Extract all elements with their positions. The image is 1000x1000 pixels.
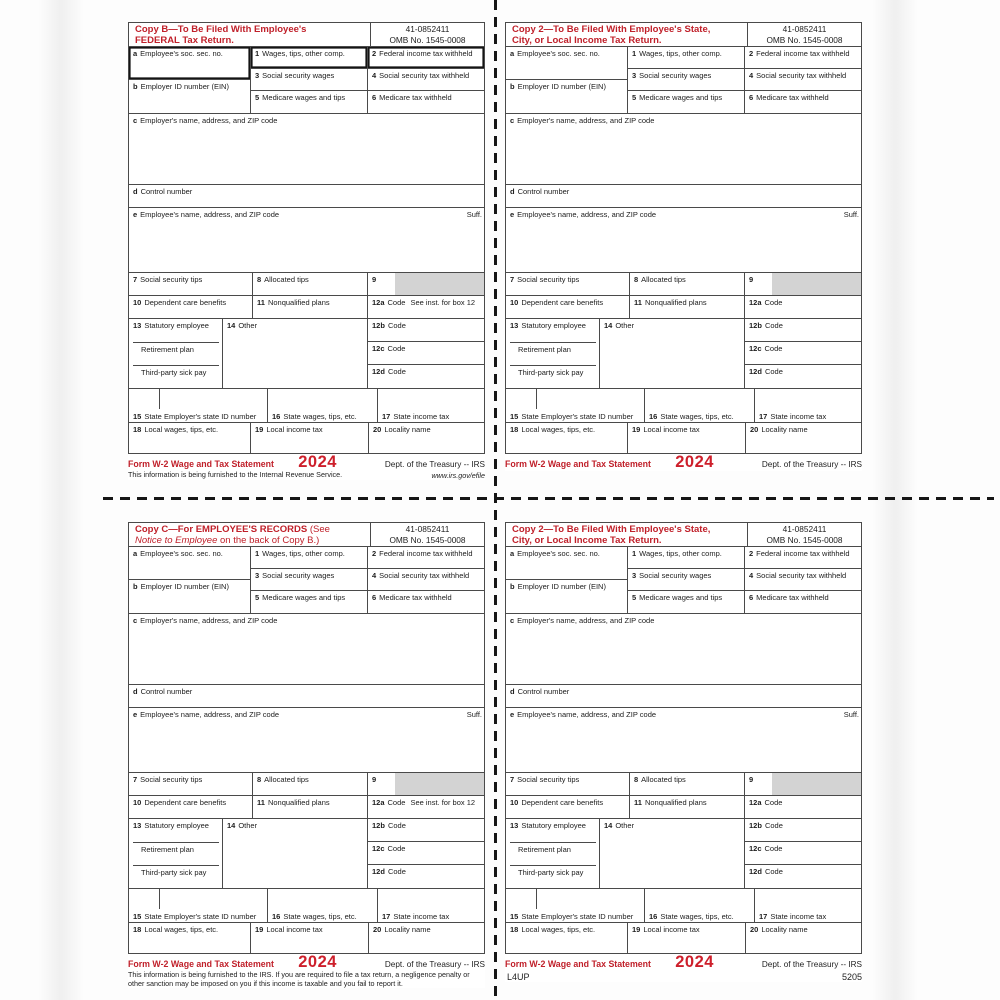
form-footer <box>505 454 862 469</box>
box-8-allocated-tips: 8 Allocated tips <box>630 773 745 795</box>
horizontal-cut-line <box>103 497 994 500</box>
box-1-wages: 1 Wages, tips, other comp. <box>628 47 744 69</box>
box-16-state-wages: 16 State wages, tips, etc. <box>645 889 755 922</box>
column-2-4-6 <box>368 547 484 613</box>
box-13-retirement: Retirement plan <box>510 342 596 365</box>
column-12bcd <box>368 819 484 888</box>
box-c-employer-info: c Employer's name, address, and ZIP code <box>129 114 484 185</box>
tax-year: 2024 <box>298 953 337 971</box>
vertical-cut-line <box>494 0 497 1000</box>
identification-block <box>129 547 484 614</box>
box-14-other: 14 Other <box>600 819 745 888</box>
box-11-nonqualified: 11 Nonqualified plans <box>253 296 368 318</box>
w2-form-copy-2-top <box>505 22 862 471</box>
box-12d: 12d Code <box>372 367 406 376</box>
box-17-state-tax: 17 State income tax <box>759 412 827 421</box>
column-12bcd <box>745 319 861 388</box>
copy-title-line2: Notice to Employee on the back of Copy B.) <box>135 534 320 546</box>
row-13-14-12bcd <box>506 319 861 389</box>
copy-title-line2: City, or Local Income Tax Return. <box>512 534 662 546</box>
footer-notes <box>128 969 485 988</box>
box-4-ss-tax: 4 Social security tax withheld <box>368 569 484 591</box>
box-19-local-tax: 19 Local income tax <box>251 923 369 953</box>
column-2-4-6 <box>368 47 484 113</box>
page-shadow-right <box>872 0 918 1000</box>
copy-title-line2: FEDERAL Tax Return. <box>135 34 234 46</box>
box-7-ss-tips: 7 Social security tips <box>129 773 253 795</box>
box-9-gray-fill <box>395 773 484 795</box>
box-15-state-id: 15 State Employer's state ID number <box>129 889 268 922</box>
omb-number: OMB No. 1545-0008 <box>389 34 466 45</box>
box-13-statutory: 13 Statutory employee <box>133 821 209 830</box>
box-5-medicare-wages: 5 Medicare wages and tips <box>255 593 346 602</box>
row-7-8-9 <box>506 273 861 296</box>
box-10-dependent-care: 10 Dependent care benefits <box>506 796 630 818</box>
box-4-ss-tax: 4 Social security tax withheld <box>368 69 484 91</box>
w2-form-frame <box>128 22 485 454</box>
column-12bcd <box>368 319 484 388</box>
w2-form-frame <box>128 522 485 954</box>
box-11-nonqualified: 11 Nonqualified plans <box>253 796 368 818</box>
box-16-state-wages: 16 State wages, tips, etc. <box>645 389 755 422</box>
box-e-label: e Employee's name, address, and ZIP code <box>510 710 657 719</box>
box-9-gray-fill <box>772 773 861 795</box>
box-12a-note: See inst. for box 12 <box>410 798 476 807</box>
tax-year: 2024 <box>675 453 714 471</box>
footer-note-right: 5205 <box>841 972 862 982</box>
box-12a: 12a Code See inst. for box 12 <box>372 798 476 807</box>
box-12c: 12c Code <box>368 342 484 365</box>
box-12c: 12c Code <box>368 842 484 865</box>
box-12a: 12a Code <box>749 298 783 307</box>
box-a-ssn: a Employee's soc. sec. no. <box>129 547 250 580</box>
box-3-ss-wages: 3 Social security wages <box>251 69 367 91</box>
box-6-medicare-tax: 6 Medicare tax withheld <box>372 93 452 102</box>
row-18-19-20 <box>506 423 861 453</box>
box-d-control-number: d Control number <box>129 185 484 208</box>
form-header <box>506 23 861 47</box>
column-2-4-6 <box>745 47 861 113</box>
box-9-shaded: 9 <box>745 273 861 295</box>
row-15-16-17 <box>506 389 861 423</box>
box-5-medicare-wages: 5 Medicare wages and tips <box>632 593 723 602</box>
footer-note-left: This information is being furnished to the Internal Revenue Service. <box>128 470 343 479</box>
box-5-medicare-wages: 5 Medicare wages and tips <box>632 93 723 102</box>
tax-year: 2024 <box>298 453 337 471</box>
column-1-3-5 <box>628 47 745 113</box>
footer-notes <box>128 469 485 480</box>
row-10-11-12a <box>129 296 484 319</box>
box-13-retirement: Retirement plan <box>133 842 219 865</box>
form-name-label: Form W-2 Wage and Tax Statement <box>505 459 651 469</box>
form-header <box>129 523 484 547</box>
box-9-shaded: 9 <box>745 773 861 795</box>
form-footer <box>505 954 862 969</box>
form-name-label: Form W-2 Wage and Tax Statement <box>505 959 651 969</box>
box-13-checkboxes <box>506 319 600 388</box>
payer-ein: 41-0852411 <box>405 524 450 534</box>
box-e-label: e Employee's name, address, and ZIP code <box>133 710 280 719</box>
box-2-federal-tax: 2 Federal income tax withheld <box>368 47 484 69</box>
box-9-gray-fill <box>772 273 861 295</box>
box-2-federal-tax: 2 Federal income tax withheld <box>745 47 861 69</box>
identification-block <box>129 47 484 114</box>
box-13-checkboxes <box>506 819 600 888</box>
box-1-wages: 1 Wages, tips, other comp. <box>251 47 367 69</box>
box-12a: 12a Code <box>749 798 783 807</box>
box-17-state-tax: 17 State income tax <box>382 912 450 921</box>
box-12c: 12c Code <box>745 342 861 365</box>
box-4-ss-tax: 4 Social security tax withheld <box>745 69 861 91</box>
omb-block <box>370 523 484 546</box>
suffix-label: Suff. <box>466 210 482 219</box>
box-12b: 12b Code <box>368 819 484 842</box>
form-header <box>506 523 861 547</box>
w2-form-copy-2-bottom <box>505 522 862 982</box>
treasury-dept-label: Dept. of the Treasury -- IRS <box>384 960 485 969</box>
box-7-ss-tips: 7 Social security tips <box>129 273 253 295</box>
column-a-b <box>129 547 251 613</box>
box-3-ss-wages: 3 Social security wages <box>628 69 744 91</box>
box-9-shaded: 9 <box>368 773 484 795</box>
payer-ein: 41-0852411 <box>405 24 450 34</box>
box-d-control-number: d Control number <box>129 685 484 708</box>
omb-number: OMB No. 1545-0008 <box>389 534 466 545</box>
copy-title <box>506 523 747 546</box>
box-e-label: e Employee's name, address, and ZIP code <box>133 210 280 219</box>
box-3-ss-wages: 3 Social security wages <box>251 569 367 591</box>
box-12d: 12d Code <box>749 867 783 876</box>
box-e-label: e Employee's name, address, and ZIP code <box>510 210 657 219</box>
box-18-local-wages: 18 Local wages, tips, etc. <box>129 423 251 453</box>
form-footer <box>128 954 485 969</box>
box-6-medicare-tax: 6 Medicare tax withheld <box>749 93 829 102</box>
row-7-8-9 <box>129 773 484 796</box>
box-10-dependent-care: 10 Dependent care benefits <box>129 296 253 318</box>
state-column-divider <box>536 389 537 409</box>
box-12b: 12b Code <box>368 319 484 342</box>
tax-year: 2024 <box>675 953 714 971</box>
box-9-shaded: 9 <box>368 273 484 295</box>
box-6-medicare-tax: 6 Medicare tax withheld <box>372 593 452 602</box>
row-10-11-12a <box>506 796 861 819</box>
box-a-ssn: a Employee's soc. sec. no. <box>506 47 627 80</box>
treasury-dept-label: Dept. of the Treasury -- IRS <box>761 460 862 469</box>
copy-title-line1: Copy 2—To Be Filed With Employee's State, <box>512 524 711 535</box>
w2-form-copy-c-records <box>128 522 485 988</box>
column-1-3-5 <box>251 47 368 113</box>
box-13-retirement: Retirement plan <box>133 342 219 365</box>
box-20-locality: 20 Locality name <box>750 925 808 934</box>
box-12a: 12a Code See inst. for box 12 <box>372 298 476 307</box>
box-3-ss-wages: 3 Social security wages <box>628 569 744 591</box>
footer-note-right: www.irs.gov/efile <box>431 470 485 480</box>
identification-block <box>506 547 861 614</box>
box-e-employee-info <box>506 208 861 273</box>
box-20-locality: 20 Locality name <box>373 925 431 934</box>
footer-note-left: This information is being furnished to the IRS. If you are required to file a tax return, a negligence penalty or other sanction may be imposed on you if this income is taxable and you fail to report it. <box>128 970 470 988</box>
box-d-control-number: d Control number <box>506 185 861 208</box>
box-c-employer-info: c Employer's name, address, and ZIP code <box>506 114 861 185</box>
box-b-ein: b Employer ID number (EIN) <box>133 582 229 591</box>
box-19-local-tax: 19 Local income tax <box>628 423 746 453</box>
state-column-divider <box>159 389 160 409</box>
box-e-employee-info <box>129 208 484 273</box>
box-14-other: 14 Other <box>223 819 368 888</box>
row-18-19-20 <box>129 923 484 953</box>
copy-title-line1: Copy C—For EMPLOYEE'S RECORDS (See <box>135 524 330 535</box>
box-14-other: 14 Other <box>223 319 368 388</box>
box-12b: 12b Code <box>745 819 861 842</box>
box-a-ssn: a Employee's soc. sec. no. <box>506 547 627 580</box>
box-12c: 12c Code <box>745 842 861 865</box>
treasury-dept-label: Dept. of the Treasury -- IRS <box>761 960 862 969</box>
copy-title <box>129 23 370 46</box>
box-11-nonqualified: 11 Nonqualified plans <box>630 796 745 818</box>
box-2-federal-tax: 2 Federal income tax withheld <box>368 547 484 569</box>
row-7-8-9 <box>129 273 484 296</box>
box-9-gray-fill <box>395 273 484 295</box>
row-18-19-20 <box>506 923 861 953</box>
form-footer <box>128 454 485 469</box>
column-1-3-5 <box>251 547 368 613</box>
box-12b: 12b Code <box>745 319 861 342</box>
w2-form-frame <box>505 522 862 954</box>
box-7-ss-tips: 7 Social security tips <box>506 773 630 795</box>
box-20-locality: 20 Locality name <box>373 425 431 434</box>
w2-form-frame <box>505 22 862 454</box>
state-column-divider <box>159 889 160 909</box>
copy-title-line1: Copy 2—To Be Filed With Employee's State, <box>512 24 711 35</box>
box-e-employee-info <box>506 708 861 773</box>
payer-ein: 41-0852411 <box>782 524 827 534</box>
box-2-federal-tax: 2 Federal income tax withheld <box>745 547 861 569</box>
box-17-state-tax: 17 State income tax <box>382 412 450 421</box>
box-b-ein: b Employer ID number (EIN) <box>133 82 229 91</box>
form-header <box>129 23 484 47</box>
box-15-state-id: 15 State Employer's state ID number <box>506 389 645 422</box>
state-column-divider <box>536 889 537 909</box>
box-13-sick-pay: Third-party sick pay <box>133 865 219 888</box>
box-16-state-wages: 16 State wages, tips, etc. <box>268 389 378 422</box>
box-13-sick-pay: Third-party sick pay <box>510 865 596 888</box>
box-1-wages: 1 Wages, tips, other comp. <box>628 547 744 569</box>
treasury-dept-label: Dept. of the Treasury -- IRS <box>384 460 485 469</box>
copy-title-line2: City, or Local Income Tax Return. <box>512 34 662 46</box>
box-c-employer-info: c Employer's name, address, and ZIP code <box>506 614 861 685</box>
suffix-label: Suff. <box>466 710 482 719</box>
box-13-retirement: Retirement plan <box>510 842 596 865</box>
suffix-label: Suff. <box>843 210 859 219</box>
column-2-4-6 <box>745 547 861 613</box>
suffix-label: Suff. <box>843 710 859 719</box>
form-name-label: Form W-2 Wage and Tax Statement <box>128 959 274 969</box>
column-1-3-5 <box>628 547 745 613</box>
box-16-state-wages: 16 State wages, tips, etc. <box>268 889 378 922</box>
box-15-state-id: 15 State Employer's state ID number <box>506 889 645 922</box>
copy-title-line1: Copy B—To Be Filed With Employee's <box>135 24 307 35</box>
box-8-allocated-tips: 8 Allocated tips <box>253 773 368 795</box>
page-shadow-left <box>38 0 84 1000</box>
box-11-nonqualified: 11 Nonqualified plans <box>630 296 745 318</box>
row-7-8-9 <box>506 773 861 796</box>
column-a-b <box>506 547 628 613</box>
box-d-control-number: d Control number <box>506 685 861 708</box>
omb-block <box>747 23 861 46</box>
identification-block <box>506 47 861 114</box>
box-18-local-wages: 18 Local wages, tips, etc. <box>129 923 251 953</box>
box-17-state-tax: 17 State income tax <box>759 912 827 921</box>
w2-form-copy-b-federal <box>128 22 485 480</box>
box-a-ssn: a Employee's soc. sec. no. <box>129 47 250 80</box>
box-12a-note: See inst. for box 12 <box>410 298 476 307</box>
omb-block <box>747 523 861 546</box>
box-b-ein: b Employer ID number (EIN) <box>510 82 606 91</box>
row-15-16-17 <box>129 389 484 423</box>
column-a-b <box>129 47 251 113</box>
box-12d: 12d Code <box>372 867 406 876</box>
box-b-ein: b Employer ID number (EIN) <box>510 582 606 591</box>
column-a-b <box>506 47 628 113</box>
box-12d: 12d Code <box>749 367 783 376</box>
row-18-19-20 <box>129 423 484 453</box>
box-8-allocated-tips: 8 Allocated tips <box>630 273 745 295</box>
column-12bcd <box>745 819 861 888</box>
box-10-dependent-care: 10 Dependent care benefits <box>506 296 630 318</box>
row-13-14-12bcd <box>506 819 861 889</box>
box-13-statutory: 13 Statutory employee <box>510 821 586 830</box>
row-10-11-12a <box>129 796 484 819</box>
box-10-dependent-care: 10 Dependent care benefits <box>129 796 253 818</box>
box-c-employer-info: c Employer's name, address, and ZIP code <box>129 614 484 685</box>
row-13-14-12bcd <box>129 819 484 889</box>
box-13-sick-pay: Third-party sick pay <box>510 365 596 388</box>
copy-title <box>129 523 370 546</box>
box-1-wages: 1 Wages, tips, other comp. <box>251 547 367 569</box>
row-15-16-17 <box>506 889 861 923</box>
box-19-local-tax: 19 Local income tax <box>628 923 746 953</box>
box-20-locality: 20 Locality name <box>750 425 808 434</box>
box-5-medicare-wages: 5 Medicare wages and tips <box>255 93 346 102</box>
form-name-label: Form W-2 Wage and Tax Statement <box>128 459 274 469</box>
box-18-local-wages: 18 Local wages, tips, etc. <box>506 923 628 953</box>
box-19-local-tax: 19 Local income tax <box>251 423 369 453</box>
copy-title <box>506 23 747 46</box>
box-13-statutory: 13 Statutory employee <box>510 321 586 330</box>
box-8-allocated-tips: 8 Allocated tips <box>253 273 368 295</box>
box-18-local-wages: 18 Local wages, tips, etc. <box>506 423 628 453</box>
box-13-checkboxes <box>129 319 223 388</box>
box-7-ss-tips: 7 Social security tips <box>506 273 630 295</box>
payer-ein: 41-0852411 <box>782 24 827 34</box>
box-14-other: 14 Other <box>600 319 745 388</box>
box-6-medicare-tax: 6 Medicare tax withheld <box>749 593 829 602</box>
omb-number: OMB No. 1545-0008 <box>766 534 843 545</box>
box-4-ss-tax: 4 Social security tax withheld <box>745 569 861 591</box>
box-13-statutory: 13 Statutory employee <box>133 321 209 330</box>
box-13-sick-pay: Third-party sick pay <box>133 365 219 388</box>
footer-note-left: L4UP <box>507 972 530 982</box>
box-15-state-id: 15 State Employer's state ID number <box>129 389 268 422</box>
omb-number: OMB No. 1545-0008 <box>766 34 843 45</box>
box-13-checkboxes <box>129 819 223 888</box>
row-15-16-17 <box>129 889 484 923</box>
row-10-11-12a <box>506 296 861 319</box>
omb-block <box>370 23 484 46</box>
box-e-employee-info <box>129 708 484 773</box>
row-13-14-12bcd <box>129 319 484 389</box>
